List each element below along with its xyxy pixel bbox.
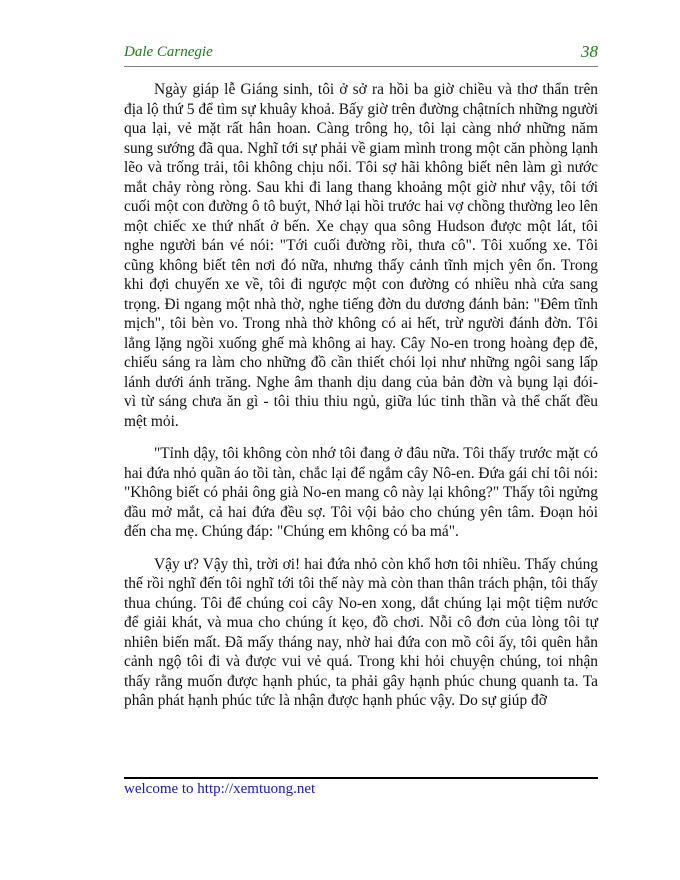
footer-divider <box>124 777 598 779</box>
paragraph: Vậy ư? Vậy thì, trời ơi! hai đứa nhỏ còn khổ hơn tôi nhiều. Thấy chúng thế rồi nghĩ đến tôi nghĩ tới tôi thế này mà còn than thân trách phận, tôi thấy thua chúng. Tôi để chúng coi cây No-en xong, dắt chúng lại một tiệm nước để giải khát, và mua cho chúng ít kẹo, đồ chơi. Nỗi cô đơn của lòng tôi tự nhiên biến mất. Đã mấy tháng nay, nhờ hai đứa con mồ côi ấy, tôi quên hẳn cảnh ngộ tôi đi và được vui vẻ quá. Trong khi hỏi chuyện chúng, toi nhận thấy rằng muốn được hạnh phúc, ta phải gây hạnh phúc chung quanh ta. Ta phân phát hạnh phúc tức là nhận được hạnh phúc vậy. Do sự giúp đỡ <box>124 555 598 709</box>
author-name: Dale Carnegie <box>124 44 213 60</box>
page-header <box>124 42 598 67</box>
page-number: 38 <box>581 42 598 61</box>
paragraph: "Tỉnh dậy, tôi không còn nhớ tôi đang ở đâu nữa. Tôi thấy trước mặt có hai đứa nhỏ quần áo tồi tàn, chắc lại để ngắm cây Nô-en. Đứa gái chỉ tôi nói: "Không biết có phải ông già No-en mang cô này lại không?" Thấy tôi ngửng đầu mở mắt, cả hai đứa đều sợ. Tôi vội bảo cho chúng yên tâm. Đoạn hỏi đến cha mẹ. Chúng đáp: "Chúng em không có ba má". <box>124 445 598 540</box>
footer-link[interactable]: welcome to http://xemtuong.net <box>124 781 316 797</box>
paragraph: Ngày giáp lễ Giáng sinh, tôi ở sở ra hồi ba giờ chiều và thơ thẩn trên địa lộ thứ 5 để tìm sự khuây khoả. Bấy giờ trên đường chậtních những người qua lại, vẻ mặt rất hân hoan. Càng trông họ, tôi lại càng nhớ những năm sung sướng đã qua. Nghĩ tới sự phải về giam mình trong một căn phòng lạnh lẽo và trống trải, tôi không chịu nổi. Tôi sợ hãi không biết nên làm gì nước mắt chảy ròng ròng. Sau khi đi lang thang khoảng một giờ như vậy, tôi tới cuối một con đường ô tô buýt, Nhớ lại hồi trước hai vợ chồng thường leo lên một chiếc xe thứ nhất ở bến. Xe chạy qua sông Hudson được một lát, tôi nghe người bán vé nói: "Tới cuối đường rồi, thưa cô". Tôi xuống xe. Tôi cũng không biết tên nơi đó nữa, nhưng thấy cảnh tĩnh mịch yên ổn. Trong khi đợi chuyến xe về, tôi đi ngược một con đường có nhiều nhà cửa sang trọng. Đi ngang một nhà thờ, nghe tiếng đờn du dương đánh bản: "Đêm tĩnh mịch", tôi bèn vo. Trong nhà thờ không có ai hết, trừ người đánh đờn. Tôi lẳng lặng ngồi xuống ghế mà không ai hay. Cây No-en trong hoàng đẹp đẽ, chiếu sáng ra làm cho những đồ cần thiết chói lọi như những ngôi sang lấp lánh dưới ánh trăng. Nghe âm thanh dịu dang của bản đờn và bụng lại đói- vì từ sáng chưa ăn gì - tôi thiu thiu ngủ, giữa lúc tinh thần và thể chất đều mệt mỏi. <box>124 81 598 430</box>
body-text <box>124 80 598 724</box>
